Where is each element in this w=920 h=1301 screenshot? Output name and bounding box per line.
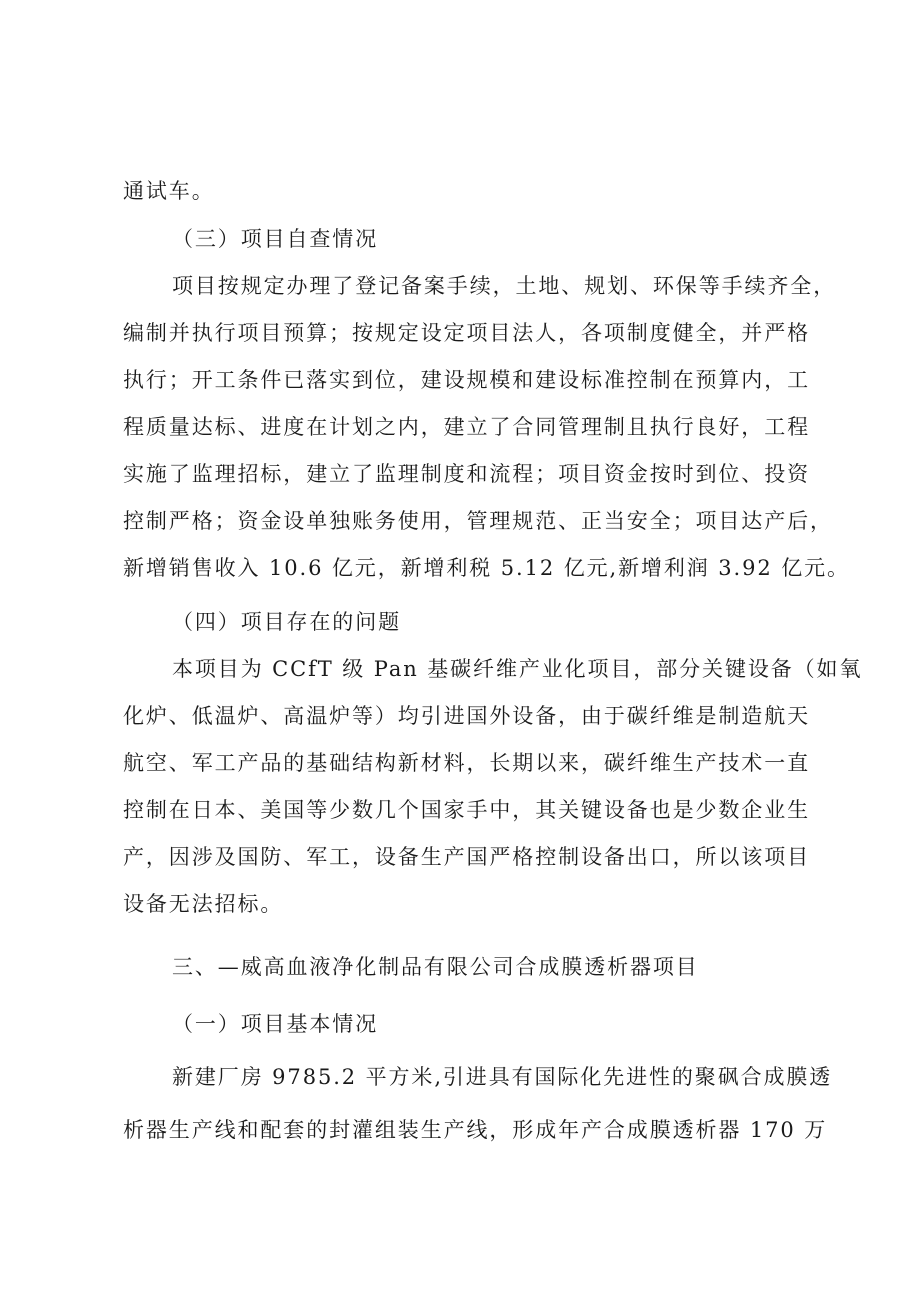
section-heading-basic-info: （一）项目基本情况 — [172, 1012, 379, 1036]
section-heading-existing-problems: （四）项目存在的问题 — [172, 610, 401, 634]
chapter-heading-weigao-project: 三、—威高血液净化制品有限公司合成膜透析器项目 — [172, 955, 699, 979]
paragraph-line: 产，因涉及国防、军工，设备生产国严格控制设备出口，所以该项目 — [123, 845, 810, 869]
paragraph-line: 新建厂房 9785.2 平方米,引进具有国际化先进性的聚砜合成膜透 — [172, 1065, 833, 1089]
paragraph-line: 本项目为 CCfT 级 Pan 基碳纤维产业化项目，部分关键设备（如氧 — [172, 657, 863, 681]
paragraph-line: 执行；开工条件已落实到位，建设规模和建设标准控制在预算内，工 — [123, 368, 810, 392]
paragraph-continuation: 通试车。 — [123, 179, 215, 203]
section-heading-self-inspection: （三）项目自查情况 — [172, 227, 379, 251]
paragraph-line: 控制在日本、美国等少数几个国家手中，其关键设备也是少数企业生 — [123, 798, 810, 822]
paragraph-line: 控制严格；资金设单独账务使用，管理规范、正当安全；项目达产后， — [123, 509, 833, 533]
paragraph-line: 新增销售收入 10.6 亿元，新增利税 5.12 亿元,新增利润 3.92 亿元。 — [123, 556, 850, 580]
paragraph-line: 化炉、低温炉、高温炉等）均引进国外设备，由于碳纤维是制造航天 — [123, 704, 810, 728]
paragraph-line: 设备无法招标。 — [123, 892, 284, 916]
paragraph-line: 实施了监理招标，建立了监理制度和流程；项目资金按时到位、投资 — [123, 462, 810, 486]
paragraph-line: 编制并执行项目预算；按规定设定项目法人，各项制度健全，并严格 — [123, 321, 810, 345]
paragraph-line: 程质量达标、进度在计划之内，建立了合同管理制且执行良好，工程 — [123, 415, 810, 439]
paragraph-line: 航空、军工产品的基础结构新材料，长期以来，碳纤维生产技术一直 — [123, 751, 810, 775]
paragraph-line: 项目按规定办理了登记备案手续，土地、规划、环保等手续齐全， — [172, 274, 837, 298]
paragraph-line: 析器生产线和配套的封灌组装生产线，形成年产合成膜透析器 170 万 — [123, 1118, 828, 1142]
